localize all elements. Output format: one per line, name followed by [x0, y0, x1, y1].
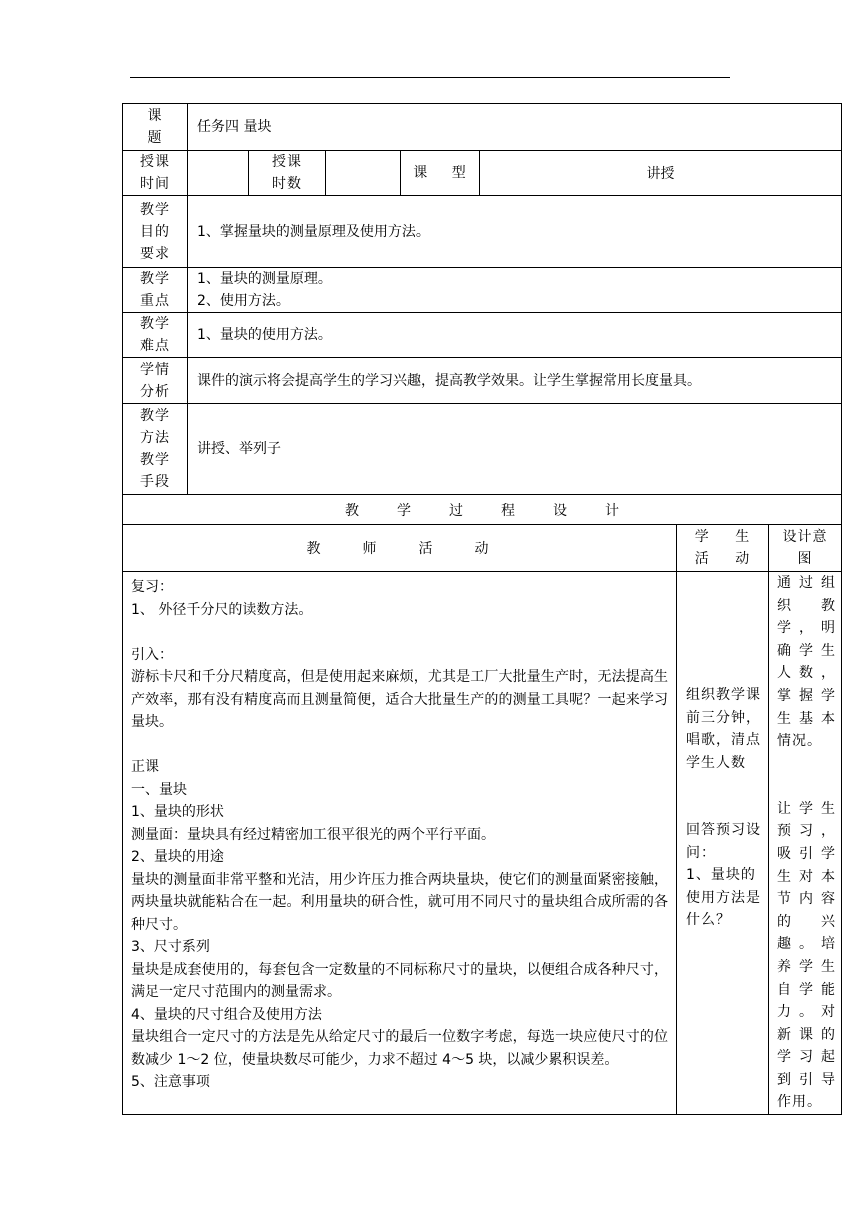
type-label: 课 型: [401, 151, 480, 196]
focus-label: 教学 重点: [123, 268, 188, 313]
paragraph: 量块组合一定尺寸的方法是先从给定尺寸的最后一位数字考虑，每选一块应使尺寸的位数减少 1～2 位，使量块数尽可能少，力求不超过 4～5 块，以减少累积误差。: [131, 1029, 668, 1068]
student-activity-block: 组织教学课前三分钟，唱歌，清点学生人数: [686, 687, 761, 771]
goal-row: [123, 196, 842, 268]
schedule-row: [123, 151, 842, 196]
review-heading: 复习：: [131, 579, 173, 595]
process-title-row: [123, 495, 842, 525]
subsection-heading: 4、量块的尺寸组合及使用方法: [131, 1006, 322, 1023]
paragraph: 量块的测量面非常平整和光洁，用少许压力推合两块量块，使它们的测量面紧密接触，两块量块就能粘合在一起。利用量块的研合性，就可用不同尺寸的量块组合成所需的各种尺寸。: [131, 871, 668, 933]
process-header-row: [123, 525, 842, 572]
process-body-row: [123, 572, 842, 1115]
paragraph: 量块是成套使用的，每套包含一定数量的不同标称尺寸的量块，以便组合成各种尺寸，满足一定尺寸范围内的测量需求。: [131, 961, 668, 1000]
type-value: 讲授: [480, 151, 842, 196]
method-row: [123, 404, 842, 495]
lesson-heading: 正课: [131, 759, 159, 775]
blank-line: [131, 734, 668, 757]
process-section-title: 教学过程设计: [123, 495, 842, 525]
hours-value: [326, 151, 401, 196]
spacer: [686, 774, 762, 819]
topic-row: [123, 104, 842, 151]
hours-label: 授课 时数: [249, 151, 326, 196]
analysis-value: 课件的演示将会提高学生的学习兴趣，提高教学效果。让学生掌握常用长度量具。: [188, 358, 842, 404]
design-intent-header: 设计意 图: [769, 525, 842, 572]
topic-value: 任务四 量块: [188, 104, 842, 151]
intro-heading: 引入：: [131, 646, 173, 663]
section-heading: 一、量块: [131, 781, 187, 798]
goal-value: 1、掌握量块的测量原理及使用方法。: [188, 196, 842, 268]
student-activity-content: [677, 572, 769, 1115]
teacher-activity-content: [123, 572, 677, 1115]
design-intent-content: [769, 572, 842, 1115]
subsection-heading: 3、尺寸系列: [131, 939, 210, 955]
student-activity-block: 1、量块的使用方法是什么？: [686, 867, 761, 928]
focus-value: 1、量块的测量原理。 2、使用方法。: [188, 268, 842, 313]
lesson-plan-table: [122, 103, 842, 1115]
time-value: [188, 151, 249, 196]
student-activity-header: 学 生 活 动: [677, 525, 769, 572]
subsection-heading: 2、量块的用途: [131, 849, 224, 865]
header-rule: [130, 77, 730, 78]
review-item: 1、 外径千分尺的读数方法。: [131, 601, 313, 618]
difficulty-value: 1、量块的使用方法。: [188, 313, 842, 358]
spacer: [686, 572, 762, 684]
difficulty-row: [123, 313, 842, 358]
goal-label: 教学 目的 要求: [123, 196, 188, 268]
subsection-heading: 5、注意事项: [131, 1074, 210, 1090]
topic-label: 课 题: [123, 104, 188, 151]
focus-row: [123, 268, 842, 313]
analysis-label: 学情 分析: [123, 358, 188, 404]
difficulty-label: 教学 难点: [123, 313, 188, 358]
design-intent-block: 让学生预习，吸引学生对本节内容的兴趣。培养学生自学能力。对新课的学习起到引导作用。: [777, 800, 837, 1111]
intro-text: 游标卡尺和千分尺精度高，但是使用起来麻烦，尤其是工厂大批量生产时，无法提高生产效率，那有没有精度高而且测量简便，适合大批量生产的的测量工具呢？一起来学习量块。: [131, 669, 668, 730]
subsection-heading: 1、量块的形状: [131, 804, 224, 820]
paragraph: 测量面：量块具有经过精密加工很平很光的两个平行平面。: [131, 826, 495, 843]
time-label: 授课 时间: [123, 151, 188, 196]
student-activity-block: 回答预习设问：: [686, 822, 761, 861]
design-intent-block: 通过组织教学，明确学生人数，掌握学生基本情况。: [777, 575, 837, 750]
spacer: [777, 753, 836, 798]
analysis-row: [123, 358, 842, 404]
method-label: 教学 方法 教学 手段: [123, 404, 188, 495]
blank-line: [131, 621, 668, 644]
method-value: 讲授、举列子: [188, 404, 842, 495]
teacher-activity-header: 教师活动: [123, 525, 677, 572]
